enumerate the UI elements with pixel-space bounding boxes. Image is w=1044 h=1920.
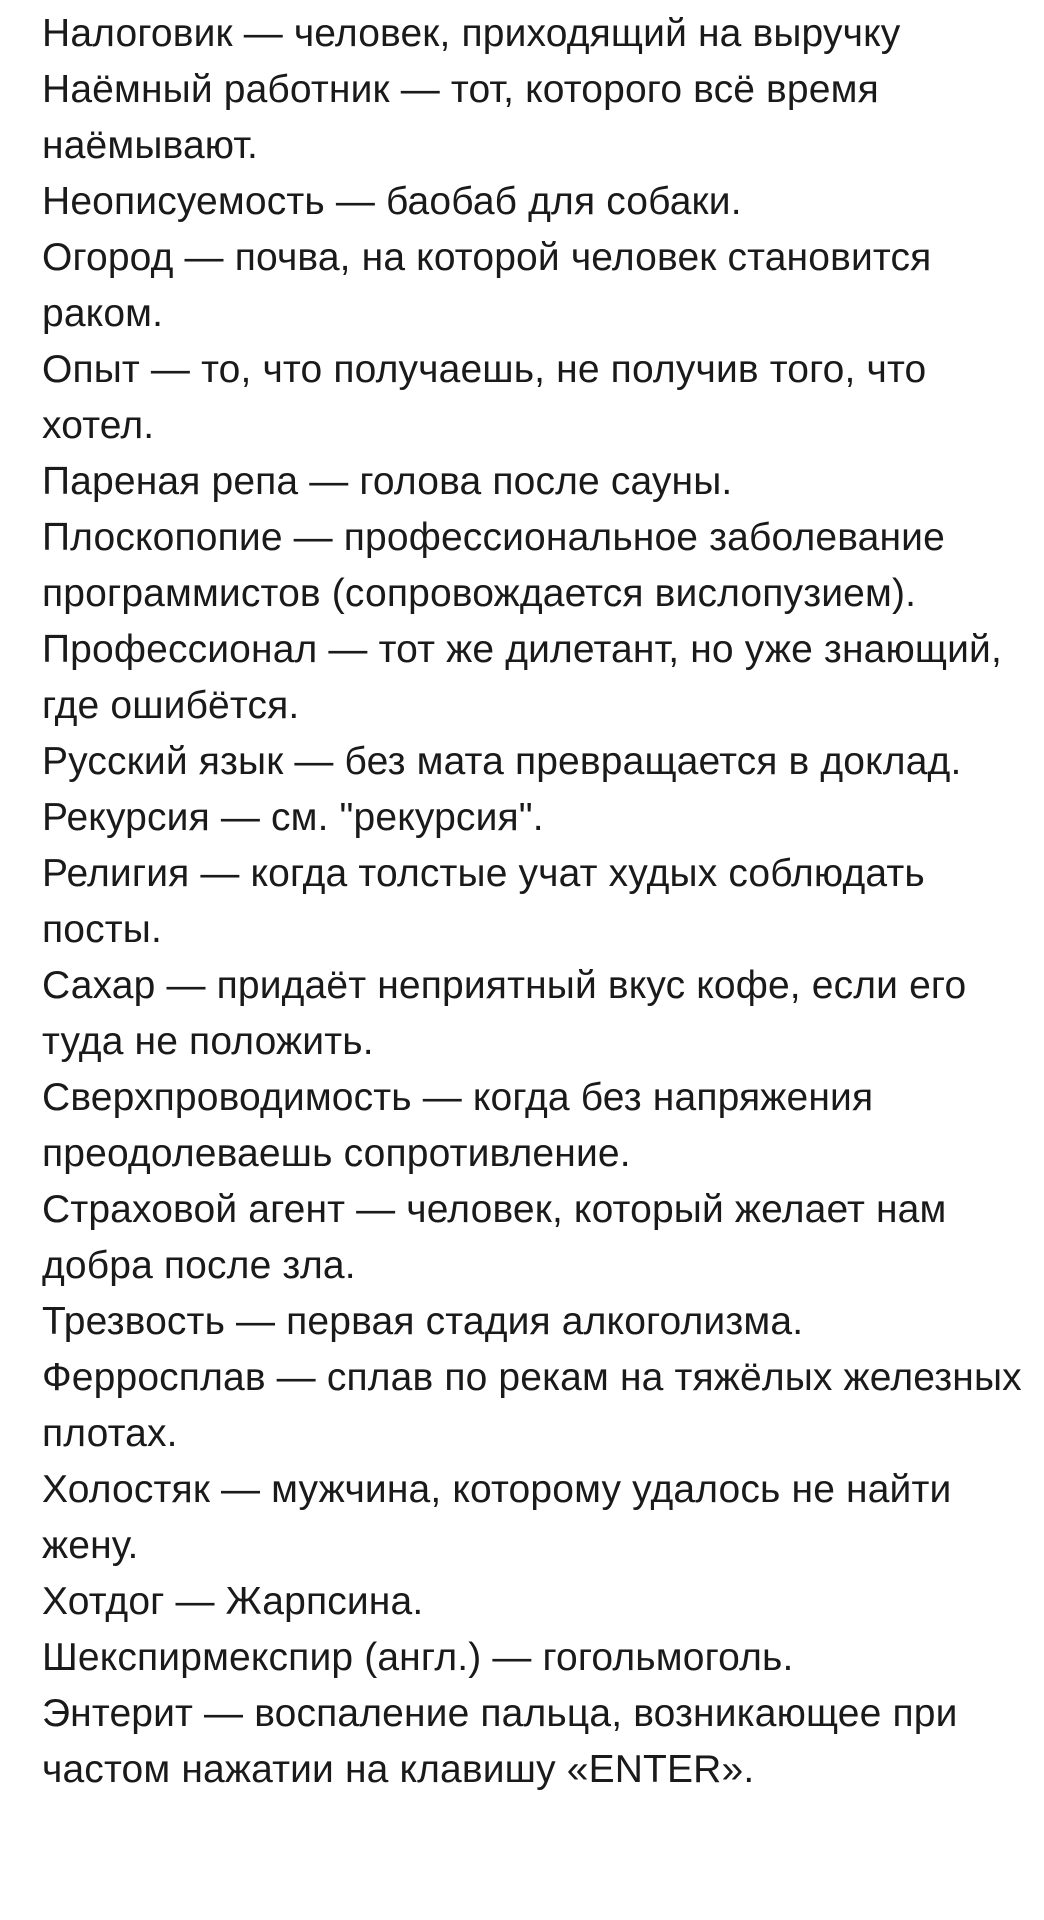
entry-sverkhprovodimost: Сверхпроводимость — когда без напряжения преодолеваешь сопротивление.: [42, 1076, 874, 1175]
entry-rekursiya: Рекурсия — см. "рекурсия".: [42, 796, 544, 839]
entry-sakhar: Сахар — придаёт неприятный вкус кофе, если его туда не положить.: [42, 964, 967, 1063]
entry-shekspirmekspir: Шекспирмекспир (англ.) — гогольмоголь.: [42, 1636, 794, 1679]
entry-enterit: Энтерит — воспаление пальца, возникающее при частом нажатии на клавишу «ENTER».: [42, 1692, 958, 1791]
entry-neopisuemost: Неописуемость — баобаб для собаки.: [42, 180, 742, 223]
entry-russky-yazyk: Русский язык — без мата превращается в доклад.: [42, 740, 962, 783]
entry-strakhovoy-agent: Страховой агент — человек, который желает нам добра после зла.: [42, 1188, 947, 1287]
entry-opyt: Опыт — то, что получаешь, не получив того, что хотел.: [42, 348, 927, 447]
entry-professional: Профессионал — тот же дилетант, но уже знающий, где ошибётся.: [42, 628, 1002, 727]
glossary-text: [42, 6, 1032, 1798]
entry-trezvost: Трезвость — первая стадия алкоголизма.: [42, 1300, 804, 1343]
entry-ogorod: Огород — почва, на которой человек становится раком.: [42, 236, 932, 335]
entry-naemny-rabotnik: Наёмный работник — тот, которого всё время наёмывают.: [42, 68, 879, 167]
entry-khotdog: Хотдог — Жарпсина.: [42, 1580, 424, 1623]
entry-religiya: Религия — когда толстые учат худых соблюдать посты.: [42, 852, 925, 951]
entry-ferrosplav: Ферросплав — сплав по рекам на тяжёлых железных плотах.: [42, 1356, 1022, 1455]
entry-nalogovik: Налоговик — человек, приходящий на выручку: [42, 12, 901, 55]
entry-kholostyak: Холостяк — мужчина, которому удалось не найти жену.: [42, 1468, 952, 1567]
entry-ploskopopie: Плоскопопие — профессиональное заболевание программистов (сопровождается вислопузием).: [42, 516, 945, 615]
entry-parenaya-repa: Пареная репа — голова после сауны.: [42, 460, 733, 503]
